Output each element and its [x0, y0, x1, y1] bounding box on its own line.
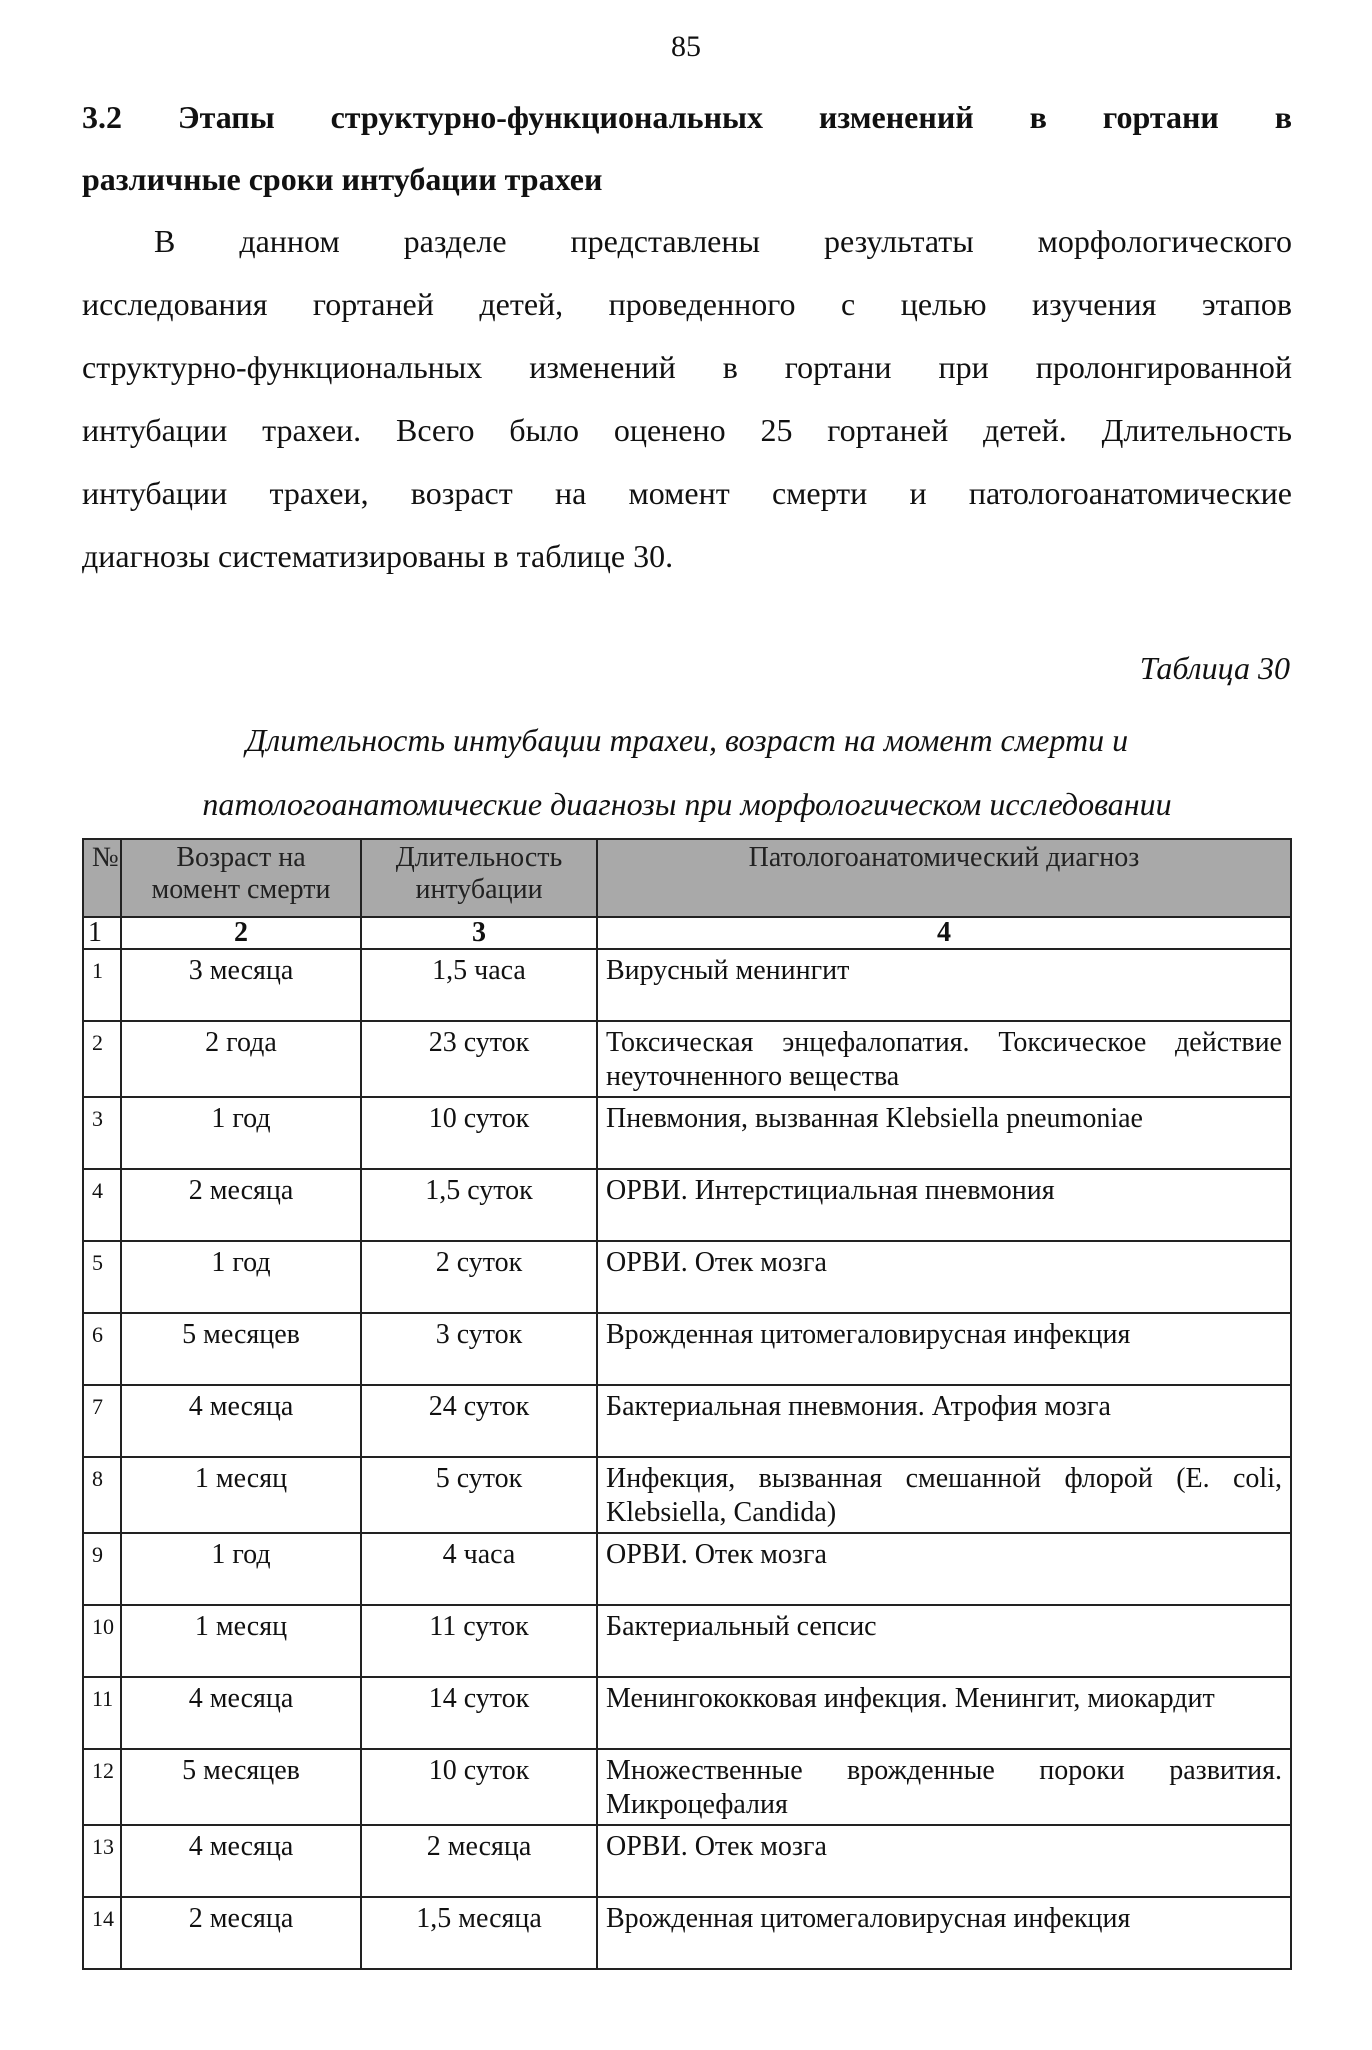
paragraph-line: структурно-функциональных изменений в гортани при пролонгированной: [82, 349, 1292, 385]
age-cell: 1 год: [121, 1097, 361, 1169]
diagnosis-cell: Множественные врожденные пороки развития. Микроцефалия: [597, 1749, 1291, 1825]
age-cell: 1 год: [121, 1241, 361, 1313]
table-row: [83, 1241, 1291, 1313]
age-cell: 4 месяца: [121, 1677, 361, 1749]
table-row: [83, 1021, 1291, 1097]
intro-paragraph: [82, 210, 1292, 588]
table-row: [83, 1677, 1291, 1749]
duration-cell: 11 суток: [361, 1605, 597, 1677]
diagnosis-cell: Бактериальная пневмония. Атрофия мозга: [597, 1385, 1291, 1457]
age-cell: 2 месяца: [121, 1169, 361, 1241]
row-number: 9: [83, 1533, 121, 1605]
paragraph-line: В данном разделе представлены результаты морфологического: [154, 223, 1292, 259]
header-duration: Длительность интубации: [361, 839, 597, 917]
diagnosis-cell: Пневмония, вызванная Klebsiella pneumoniae: [597, 1097, 1291, 1169]
paragraph-line: диагнозы систематизированы в таблице 30.: [82, 538, 674, 574]
duration-cell: 24 суток: [361, 1385, 597, 1457]
row-number: 2: [83, 1021, 121, 1097]
paragraph-line: интубации трахеи, возраст на момент смерти и патологоанатомические: [82, 475, 1292, 511]
duration-cell: 5 суток: [361, 1457, 597, 1533]
duration-cell: 1,5 месяца: [361, 1897, 597, 1969]
diagnosis-cell: Врожденная цитомегаловирусная инфекция: [597, 1897, 1291, 1969]
diagnosis-cell: ОРВИ. Отек мозга: [597, 1533, 1291, 1605]
table-row: [83, 1605, 1291, 1677]
diagnosis-cell: Вирусный менингит: [597, 949, 1291, 1021]
age-cell: 4 месяца: [121, 1825, 361, 1897]
table-title-line-2: патологоанатомические диагнозы при морфологическом исследовании: [202, 786, 1172, 822]
table-row: [83, 1097, 1291, 1169]
age-cell: 5 месяцев: [121, 1313, 361, 1385]
row-number: 7: [83, 1385, 121, 1457]
column-number: 1: [83, 917, 121, 949]
column-number: 4: [597, 917, 1291, 949]
header-diagnosis: Патологоанатомический диагноз: [597, 839, 1291, 917]
table-row: [83, 1897, 1291, 1969]
duration-cell: 10 суток: [361, 1097, 597, 1169]
header-num: №: [83, 839, 121, 917]
row-number: 14: [83, 1897, 121, 1969]
duration-cell: 14 суток: [361, 1677, 597, 1749]
row-number: 6: [83, 1313, 121, 1385]
duration-cell: 3 суток: [361, 1313, 597, 1385]
diagnosis-table: [82, 838, 1292, 1970]
paragraph-line: исследования гортаней детей, проведенного с целью изучения этапов: [82, 286, 1292, 322]
header-age: Возраст на момент смерти: [121, 839, 361, 917]
age-cell: 5 месяцев: [121, 1749, 361, 1825]
age-cell: 4 месяца: [121, 1385, 361, 1457]
table-body: [83, 949, 1291, 1969]
table-title-line-1: Длительность интубации трахеи, возраст на момент смерти и: [245, 722, 1129, 758]
table-row: [83, 1825, 1291, 1897]
table-row: [83, 949, 1291, 1021]
age-cell: 1 месяц: [121, 1605, 361, 1677]
diagnosis-cell: Врожденная цитомегаловирусная инфекция: [597, 1313, 1291, 1385]
diagnosis-cell: Бактериальный сепсис: [597, 1605, 1291, 1677]
row-number: 3: [83, 1097, 121, 1169]
table-row: [83, 1749, 1291, 1825]
table-row: [83, 1313, 1291, 1385]
duration-cell: 23 суток: [361, 1021, 597, 1097]
page-number: 85: [671, 30, 701, 63]
age-cell: 2 года: [121, 1021, 361, 1097]
age-cell: 1 месяц: [121, 1457, 361, 1533]
table-row: [83, 1385, 1291, 1457]
section-heading-line-1: 3.2 Этапы структурно-функциональных изменений в гортани в: [82, 99, 1292, 135]
age-cell: 3 месяца: [121, 949, 361, 1021]
column-number: 3: [361, 917, 597, 949]
diagnosis-cell: Токсическая энцефалопатия. Токсическое действие неуточненного вещества: [597, 1021, 1291, 1097]
section-heading: [82, 86, 1292, 210]
row-number: 11: [83, 1677, 121, 1749]
row-number: 10: [83, 1605, 121, 1677]
diagnosis-cell: Инфекция, вызванная смешанной флорой (E. coli, Klebsiella, Candida): [597, 1457, 1291, 1533]
table-row: [83, 1169, 1291, 1241]
table-title: [82, 708, 1292, 836]
duration-cell: 1,5 суток: [361, 1169, 597, 1241]
duration-cell: 1,5 часа: [361, 949, 597, 1021]
duration-cell: 10 суток: [361, 1749, 597, 1825]
row-number: 13: [83, 1825, 121, 1897]
column-number-row: [83, 917, 1291, 949]
diagnosis-cell: ОРВИ. Интерстициальная пневмония: [597, 1169, 1291, 1241]
paragraph-line: интубации трахеи. Всего было оценено 25 гортаней детей. Длительность: [82, 412, 1292, 448]
diagnosis-cell: ОРВИ. Отек мозга: [597, 1825, 1291, 1897]
diagnosis-cell: Менингококковая инфекция. Менингит, миокардит: [597, 1677, 1291, 1749]
row-number: 12: [83, 1749, 121, 1825]
row-number: 5: [83, 1241, 121, 1313]
table-row: [83, 1533, 1291, 1605]
duration-cell: 2 суток: [361, 1241, 597, 1313]
table-header-row: [83, 839, 1291, 917]
age-cell: 1 год: [121, 1533, 361, 1605]
column-number: 2: [121, 917, 361, 949]
age-cell: 2 месяца: [121, 1897, 361, 1969]
duration-cell: 4 часа: [361, 1533, 597, 1605]
table-row: [83, 1457, 1291, 1533]
row-number: 4: [83, 1169, 121, 1241]
row-number: 1: [83, 949, 121, 1021]
section-heading-line-2: различные сроки интубации трахеи: [82, 161, 603, 197]
diagnosis-cell: ОРВИ. Отек мозга: [597, 1241, 1291, 1313]
table-label: Таблица 30: [1139, 650, 1290, 686]
row-number: 8: [83, 1457, 121, 1533]
duration-cell: 2 месяца: [361, 1825, 597, 1897]
